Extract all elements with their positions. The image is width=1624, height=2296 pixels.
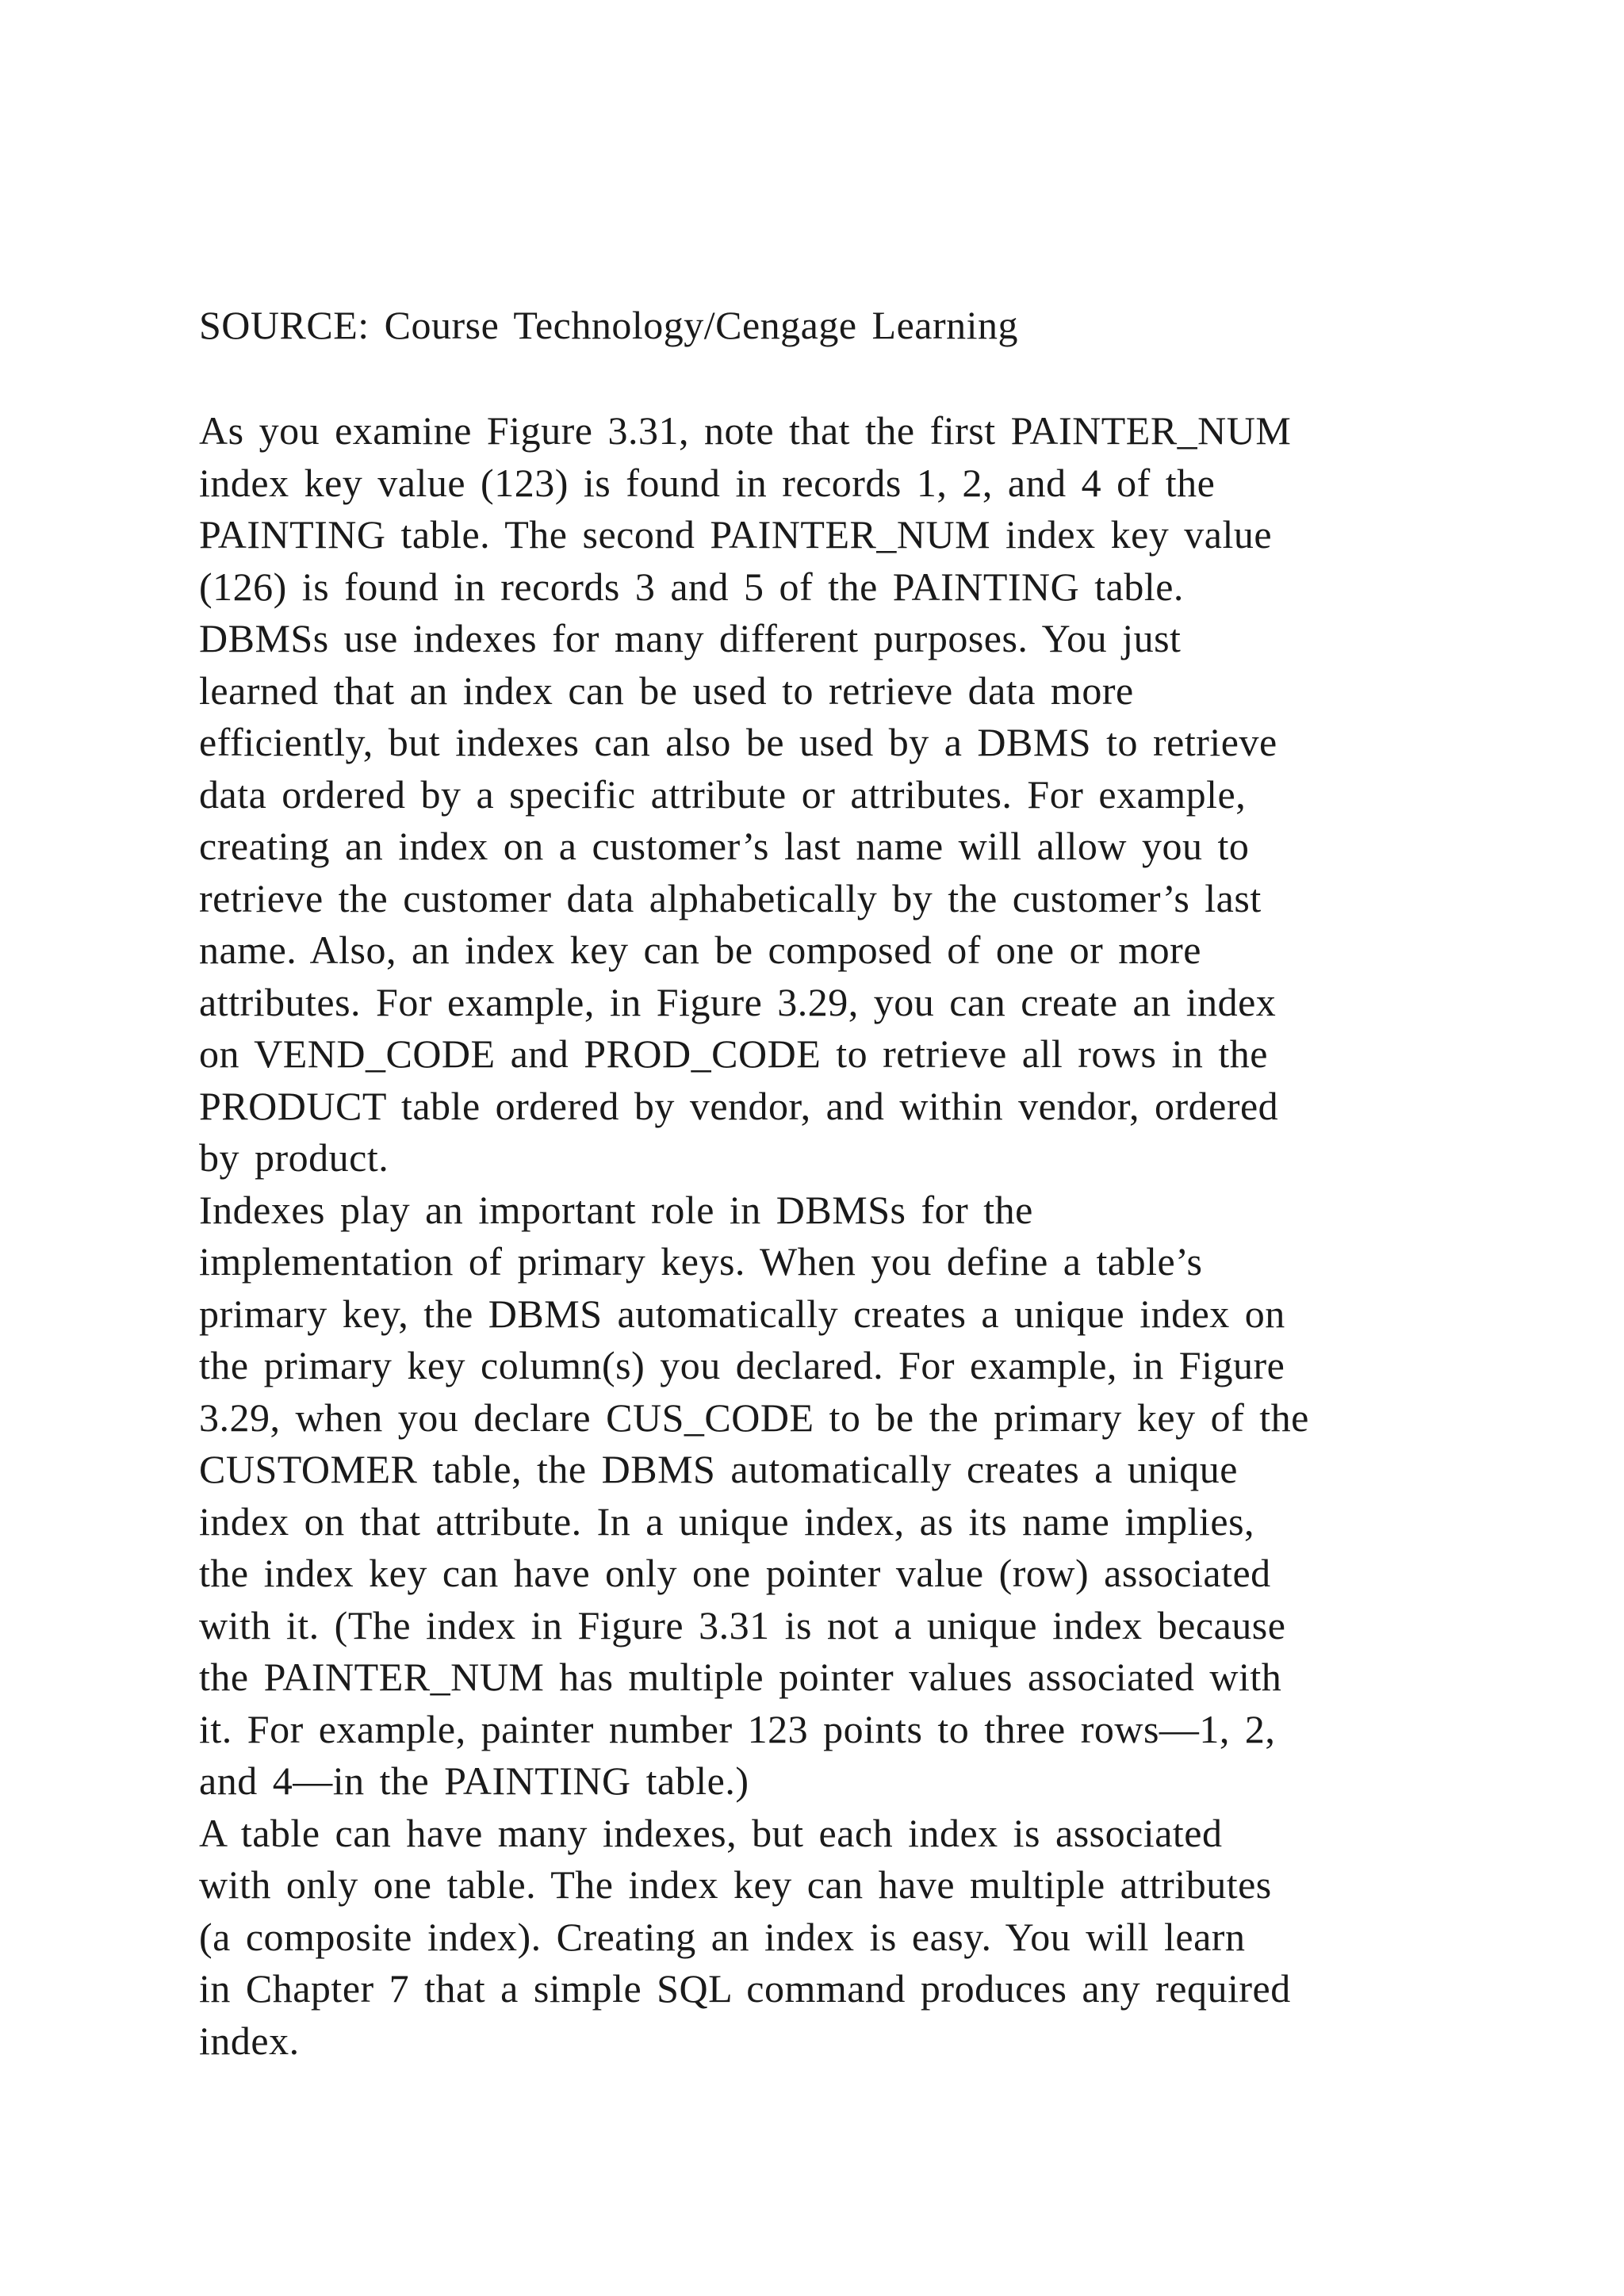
source-line: SOURCE: Course Technology/Cengage Learning [199,303,1019,347]
text-line: (a composite index). Creating an index is easy. You will learn [199,1914,1246,1959]
text-line: implementation of primary keys. When you define a table’s [199,1239,1203,1284]
text-line: efficiently, but indexes can also be used by a DBMS to retrieve [199,720,1277,764]
text-line: and 4—in the PAINTING table.) [199,1758,749,1803]
text-line: in Chapter 7 that a simple SQL command produces any required [199,1966,1291,2011]
text-line: index on that attribute. In a unique index, as its name implies, [199,1498,1255,1544]
text-line: Indexes play an important role in DBMSs for the [199,1187,1033,1232]
text-line: the PAINTER_NUM has multiple pointer values associated with [199,1655,1282,1699]
text-line: by product. [199,1135,389,1180]
text-line: retrieve the customer data alphabetically by the customer’s last [199,875,1262,920]
text-line: it. For example, painter number 123 points to three rows—1, 2, [199,1706,1276,1751]
text-line: DBMSs use indexes for many different purposes. You just [199,616,1182,660]
text-line: the primary key column(s) you declared. For example, in Figure [199,1343,1285,1387]
text-line: As you examine Figure 3.31, note that the first PAINTER_NUM [199,408,1292,453]
text-line: creating an index on a customer’s last name will allow you to [199,824,1250,868]
text-line: CUSTOMER table, the DBMS automatically creates a unique [199,1447,1239,1491]
text-line: index key value (123) is found in records 1, 2, and 4 of the [199,460,1216,505]
text-line: PRODUCT table ordered by vendor, and within vendor, ordered [199,1083,1279,1128]
text-line: with only one table. The index key can have multiple attributes [199,1862,1272,1907]
text-line: data ordered by a specific attribute or attributes. For example, [199,771,1247,817]
text-line: name. Also, an index key can be composed of one or more [199,928,1201,972]
body-text [199,405,1436,2067]
text-line: with it. (The index in Figure 3.31 is not a unique index because [199,1602,1286,1647]
text-line: learned that an index can be used to retrieve data more [199,668,1134,713]
text-line: on VEND_CODE and PROD_CODE to retrieve all rows in the [199,1031,1268,1076]
text-line: index. [199,2018,300,2063]
text-line: primary key, the DBMS automatically creates a unique index on [199,1291,1285,1336]
text-line: (126) is found in records 3 and 5 of the PAINTING table. [199,564,1184,609]
text-line: attributes. For example, in Figure 3.29, you can create an index [199,979,1277,1024]
source-attribution [199,300,1436,352]
text-line: 3.29, when you declare CUS_CODE to be the primary key of the [199,1395,1309,1440]
text-line: A table can have many indexes, but each index is associated [199,1810,1223,1855]
text-line: the index key can have only one pointer value (row) associated [199,1551,1271,1595]
text-line: PAINTING table. The second PAINTER_NUM index key value [199,512,1273,557]
